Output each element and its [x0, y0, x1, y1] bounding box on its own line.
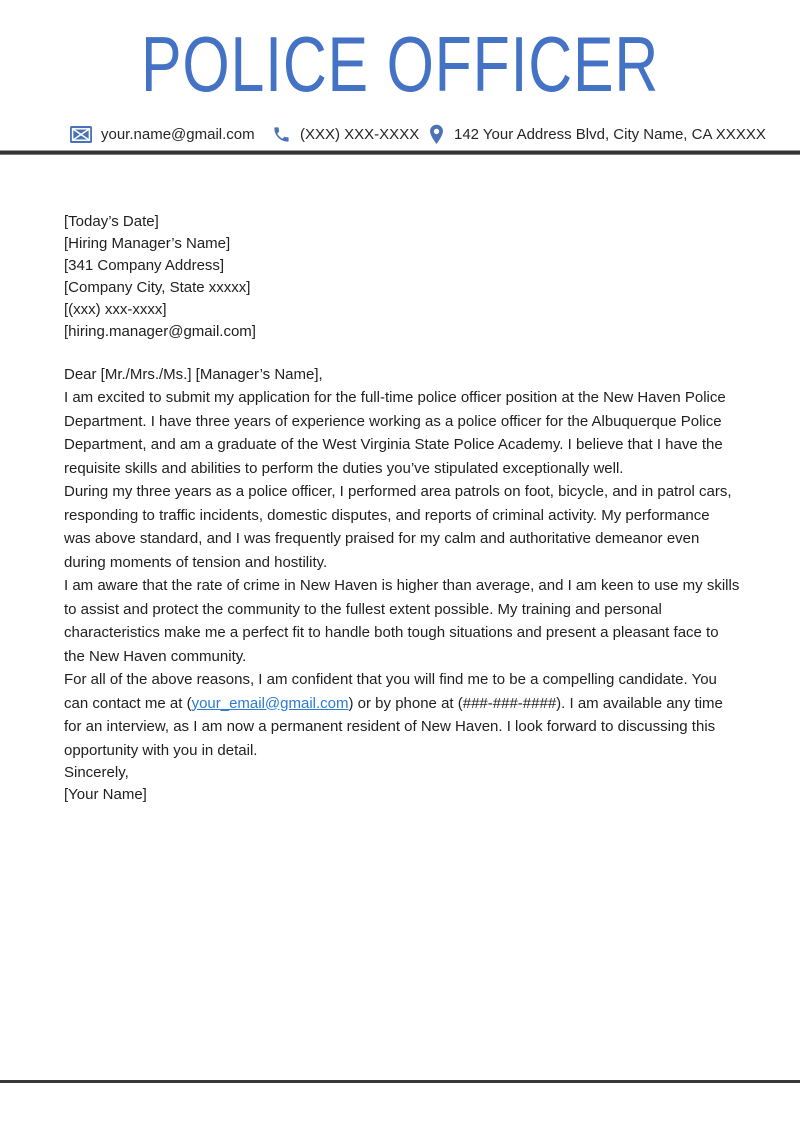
recipient-line-name: [Hiring Manager’s Name] — [64, 235, 231, 252]
contact-address-text: 142 Your Address Blvd, City Name, CA XXXXX — [454, 125, 766, 143]
page-title-text: POLICE OFFICER — [141, 20, 659, 108]
email-link[interactable]: your_email@gmail.com — [191, 694, 349, 712]
recipient-line-address: [341 Company Address] — [64, 257, 225, 274]
paragraph-experience: During my three years as a police officer, I performed area patrols on foot, bicycle, and in patrol cars, responding to traffic incidents, domestic disputes, and reports of criminal activity. My performance was above standard, and I was frequently praised for my calm and authoritative demeanor even during moments of tension and hostility. — [64, 483, 732, 571]
contact-email — [70, 120, 255, 148]
paragraph-contact-after-link: ) or by phone at (###-###-####). I am available any time for an interview, as I am now a permanent resident of New Haven. I look forward to discussing this opportunity with you in detail. — [64, 694, 723, 759]
recipient-block — [64, 233, 740, 343]
location-icon — [428, 124, 445, 145]
contact-phone — [272, 120, 419, 148]
contact-address — [428, 120, 766, 148]
letter-body — [64, 211, 740, 806]
contact-bar — [0, 120, 800, 148]
recipient-line-city: [Company City, State xxxxx] — [64, 279, 251, 296]
contact-phone-text: (XXX) XXX-XXXX — [300, 125, 420, 143]
salutation: Dear [Mr./Mrs./Ms.] [Manager’s Name], — [64, 366, 323, 383]
recipient-line-email: [hiring.manager@gmail.com] — [64, 323, 256, 340]
page-title — [0, 20, 800, 108]
signature-name: [Your Name] — [64, 786, 147, 803]
date-line: [Today’s Date] — [64, 213, 159, 230]
paragraph-contact — [64, 668, 740, 762]
paragraph-contact-before-link: For all of the above reasons, I am confident that you will find me to be a compelling candidate. You can contact me at ( — [64, 671, 717, 712]
closing: Sincerely, — [64, 764, 129, 781]
paragraph-intro: I am excited to submit my application for the full-time police officer position at the New Haven Police Department. I have three years of experience working as a police officer for the Albuquerque Police Department, and am a graduate of the West Virginia State Police Academy. I believe that I have the requisite skills and abilities to perform the duties you’ve stipulated exceptionally well. — [64, 389, 726, 477]
page-bottom-divider — [0, 1080, 800, 1083]
recipient-line-phone: [(xxx) xxx-xxxx] — [64, 301, 167, 318]
header-divider — [0, 150, 800, 155]
phone-icon — [272, 125, 291, 144]
contact-email-text: your.name@gmail.com — [101, 125, 255, 143]
paragraph-motivation: I am aware that the rate of crime in New Haven is higher than average, and I am keen to use my skills to assist and protect the community to the fullest extent possible. My training and personal characteristics make me a perfect fit to handle both tough situations and present a pleasant face to the New Haven community. — [64, 577, 740, 665]
email-icon — [70, 126, 92, 143]
